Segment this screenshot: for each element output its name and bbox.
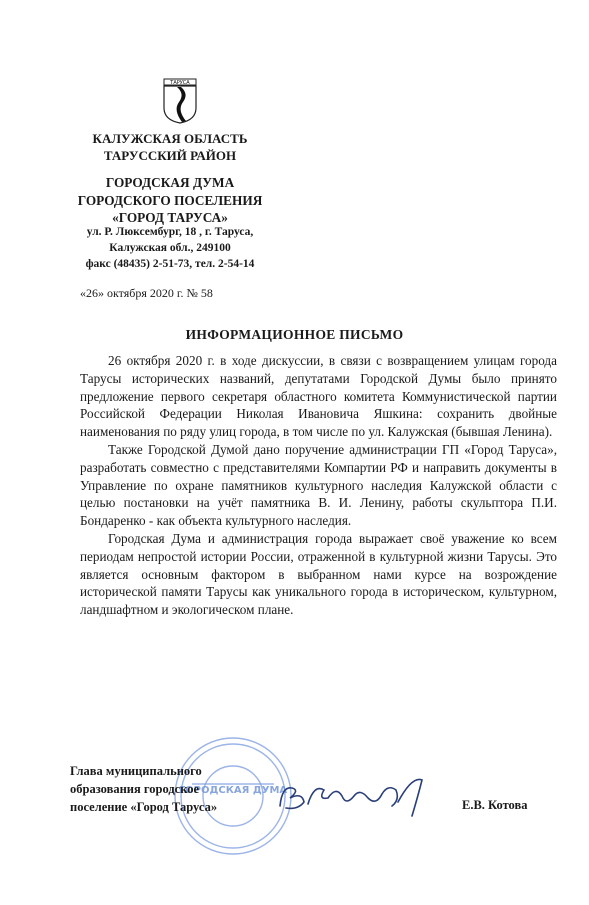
letter-body: [80, 352, 557, 619]
stamp-center-text: ГОРОДСКАЯ ДУМА: [178, 785, 288, 796]
region-header: [40, 130, 300, 164]
position-line: образования городское: [70, 782, 200, 796]
organization-header: [40, 174, 300, 227]
org-line: ГОРОДСКОГО ПОСЕЛЕНИЯ: [77, 192, 263, 208]
document-title: ИНФОРМАЦИОННОЕ ПИСЬМО: [185, 327, 404, 342]
contacts-line: факс (48435) 2-51-73, тел. 2-54-14: [85, 258, 255, 270]
signatory-name: Е.В. Котова: [462, 798, 528, 812]
address-line: ул. Р. Люксембург, 18 , г. Таруса,: [86, 226, 254, 238]
org-line: ГОРОДСКАЯ ДУМА: [105, 175, 235, 190]
signatory-position: [70, 762, 270, 816]
coat-of-arms-icon: [163, 78, 197, 124]
org-line: «ГОРОД ТАРУСА»: [112, 210, 228, 225]
district-line: ТАРУССКИЙ РАЙОН: [103, 148, 237, 163]
region-line: КАЛУЖСКАЯ ОБЛАСТЬ: [92, 131, 248, 146]
paragraph: Городская Дума и администрация города выражает своё уважение ко всем периодам непростой истории России, отраженной в культурной жизни Тарусы. Это является основным фактором в выбранном нами курсе на возрождение исторической памяти Тарусы как уникального города в историческом, культурном, ландшафтном и экологическом плане.: [80, 530, 557, 618]
emblem-label: ТАРУСА: [170, 80, 190, 86]
position-line: Глава муниципального: [70, 764, 202, 778]
position-line: поселение «Город Таруса»: [70, 800, 218, 814]
handwritten-signature: [272, 766, 452, 826]
address-block: [40, 224, 300, 272]
date-number-line: «26» октября 2020 г. № 58: [80, 286, 213, 300]
paragraph: Также Городской Думой дано поручение администрации ГП «Город Таруса», разработать совместно с представителями Компартии РФ и направить документы в Управление по охране памятников культурного наследия Калужской области с целью постановки на учёт памятника В. И. Ленину, работы скульптора П.И. Бондаренко - как объекта культурного наследия.: [80, 441, 557, 529]
paragraph: 26 октября 2020 г. в ходе дискуссии, в связи с возвращением улицам города Тарусы исторических названий, депутатами Городской Думы было принято предложение первого секретаря областного комитета Коммунистической партии Российской Федерации Николая Ивановича Яшкина: сохранить двойные наименования по ряду улиц города, в том числе по ул. Калужская (бывшая Ленина).: [80, 353, 557, 440]
address-line: Калужская обл., 249100: [109, 242, 231, 254]
